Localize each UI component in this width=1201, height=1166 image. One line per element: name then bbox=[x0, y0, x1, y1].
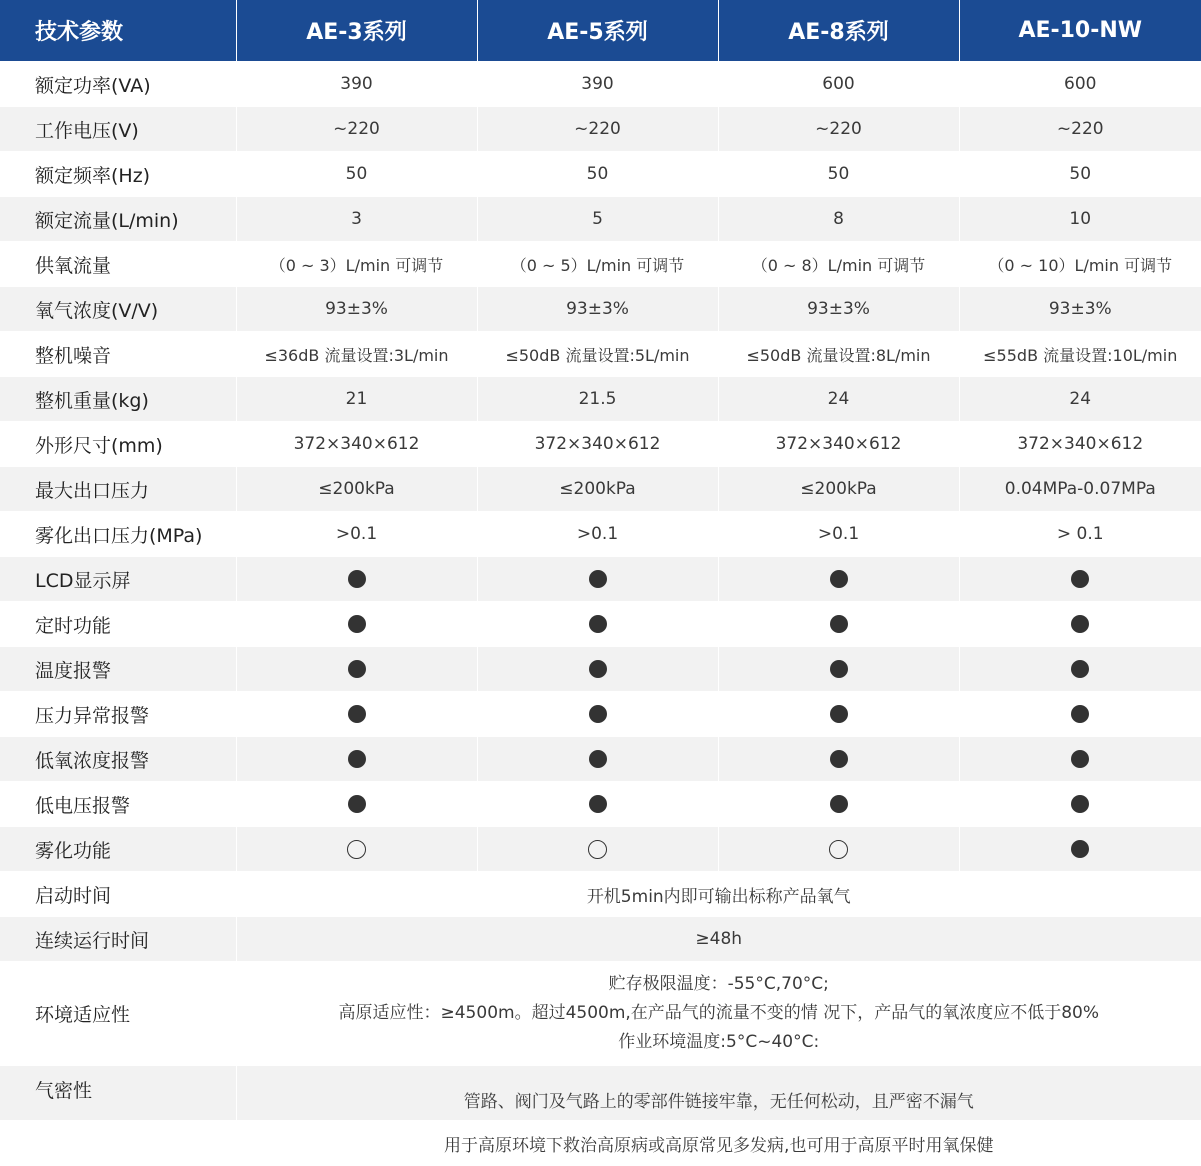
spec-row bbox=[0, 242, 1201, 287]
row-label: 连续运行时间 bbox=[0, 917, 236, 962]
filled-dot-icon bbox=[830, 705, 848, 723]
row-label: 压力异常报警 bbox=[0, 692, 236, 737]
filled-dot-icon bbox=[1071, 795, 1089, 813]
cell bbox=[236, 557, 477, 602]
filled-dot-icon bbox=[348, 615, 366, 633]
filled-dot-icon bbox=[348, 750, 366, 768]
filled-dot-icon bbox=[589, 705, 607, 723]
row-label bbox=[0, 1121, 236, 1166]
feature-row bbox=[0, 692, 1201, 737]
cell bbox=[477, 557, 718, 602]
cell: ~220 bbox=[959, 107, 1201, 152]
row-label: 整机重量(kg) bbox=[0, 377, 236, 422]
cell: 3 bbox=[236, 197, 477, 242]
cell: 24 bbox=[718, 377, 959, 422]
cell: 5 bbox=[477, 197, 718, 242]
filled-dot-icon bbox=[589, 795, 607, 813]
cell bbox=[959, 782, 1201, 827]
cell bbox=[477, 782, 718, 827]
cell: 0.04MPa-0.07MPa bbox=[959, 467, 1201, 512]
cell: 93±3% bbox=[236, 287, 477, 332]
cell: 50 bbox=[477, 152, 718, 197]
cell bbox=[718, 557, 959, 602]
cell bbox=[236, 602, 477, 647]
cell: ≤50dB 流量设置:5L/min bbox=[477, 332, 718, 377]
cell: 372×340×612 bbox=[236, 422, 477, 467]
header-ae5: AE-5系列 bbox=[477, 0, 718, 62]
row-label: 温度报警 bbox=[0, 647, 236, 692]
row-label: 额定流量(L/min) bbox=[0, 197, 236, 242]
environment-line: 高原适应性：≥4500m。超过4500m,在产品气的流量不变的情 况下，产品气的氧浓度应不低于80% bbox=[237, 999, 1201, 1028]
cell bbox=[959, 602, 1201, 647]
row-label: 最大出口压力 bbox=[0, 467, 236, 512]
row-label: 工作电压(V) bbox=[0, 107, 236, 152]
filled-dot-icon bbox=[830, 570, 848, 588]
spec-row bbox=[0, 512, 1201, 557]
cell bbox=[477, 827, 718, 872]
row-label: 低氧浓度报警 bbox=[0, 737, 236, 782]
cell: ~220 bbox=[236, 107, 477, 152]
cell: >0.1 bbox=[477, 512, 718, 557]
cell: ≤36dB 流量设置:3L/min bbox=[236, 332, 477, 377]
row-label: 气密性 bbox=[0, 1066, 236, 1121]
cell: （0 ~ 5）L/min 可调节 bbox=[477, 242, 718, 287]
feature-row bbox=[0, 602, 1201, 647]
header-ae10: AE-10-NW bbox=[959, 0, 1201, 62]
spec-row bbox=[0, 107, 1201, 152]
airtight-value: 管路、阀门及气路上的零部件链接牢靠，无任何松动，且严密不漏气 bbox=[236, 1066, 1201, 1121]
cell bbox=[718, 602, 959, 647]
spec-row bbox=[0, 377, 1201, 422]
cell: 390 bbox=[477, 62, 718, 107]
filled-dot-icon bbox=[1071, 750, 1089, 768]
cell: ~220 bbox=[477, 107, 718, 152]
cell: 372×340×612 bbox=[477, 422, 718, 467]
spec-row bbox=[0, 152, 1201, 197]
row-label: LCD显示屏 bbox=[0, 557, 236, 602]
feature-row bbox=[0, 557, 1201, 602]
filled-dot-icon bbox=[348, 795, 366, 813]
environment-line: 贮存极限温度：-55°C,70°C; bbox=[237, 970, 1201, 999]
row-label: 环境适应性 bbox=[0, 962, 236, 1066]
cell bbox=[236, 737, 477, 782]
cell: 50 bbox=[718, 152, 959, 197]
cell: ≤200kPa bbox=[477, 467, 718, 512]
airtight-row bbox=[0, 1066, 1201, 1121]
cell: （0 ~ 3）L/min 可调节 bbox=[236, 242, 477, 287]
feature-row bbox=[0, 737, 1201, 782]
cell bbox=[236, 827, 477, 872]
cell: >0.1 bbox=[718, 512, 959, 557]
spec-row bbox=[0, 287, 1201, 332]
cell bbox=[718, 827, 959, 872]
feature-row bbox=[0, 782, 1201, 827]
filled-dot-icon bbox=[348, 705, 366, 723]
cell: > 0.1 bbox=[959, 512, 1201, 557]
cell: 8 bbox=[718, 197, 959, 242]
header-ae8: AE-8系列 bbox=[718, 0, 959, 62]
cell: ≤50dB 流量设置:8L/min bbox=[718, 332, 959, 377]
cell: 93±3% bbox=[718, 287, 959, 332]
cell: （0 ~ 8）L/min 可调节 bbox=[718, 242, 959, 287]
filled-dot-icon bbox=[589, 615, 607, 633]
cell: 50 bbox=[236, 152, 477, 197]
cell bbox=[718, 647, 959, 692]
cell: 372×340×612 bbox=[959, 422, 1201, 467]
filled-dot-icon bbox=[830, 795, 848, 813]
environment-value bbox=[236, 962, 1201, 1066]
row-label: 雾化功能 bbox=[0, 827, 236, 872]
header-param: 技术参数 bbox=[0, 0, 236, 62]
cell: 24 bbox=[959, 377, 1201, 422]
filled-dot-icon bbox=[830, 615, 848, 633]
row-label: 氧气浓度(V/V) bbox=[0, 287, 236, 332]
row-label: 雾化出口压力(MPa) bbox=[0, 512, 236, 557]
environment-row bbox=[0, 962, 1201, 1066]
span-value: 开机5min内即可输出标称产品氧气 bbox=[236, 872, 1201, 917]
span-row bbox=[0, 872, 1201, 917]
filled-dot-icon bbox=[1071, 660, 1089, 678]
cell: 21 bbox=[236, 377, 477, 422]
cell: 93±3% bbox=[959, 287, 1201, 332]
cell: 10 bbox=[959, 197, 1201, 242]
cell: ≤55dB 流量设置:10L/min bbox=[959, 332, 1201, 377]
cell: 390 bbox=[236, 62, 477, 107]
cell bbox=[718, 692, 959, 737]
filled-dot-icon bbox=[589, 660, 607, 678]
cell bbox=[959, 647, 1201, 692]
row-label: 低电压报警 bbox=[0, 782, 236, 827]
cell bbox=[236, 692, 477, 737]
cell bbox=[959, 827, 1201, 872]
empty-circle-icon bbox=[588, 840, 607, 859]
row-label: 整机噪音 bbox=[0, 332, 236, 377]
cell: 600 bbox=[959, 62, 1201, 107]
row-label: 额定功率(VA) bbox=[0, 62, 236, 107]
cell: 372×340×612 bbox=[718, 422, 959, 467]
filled-dot-icon bbox=[589, 570, 607, 588]
spec-row bbox=[0, 332, 1201, 377]
cell: ≤200kPa bbox=[718, 467, 959, 512]
cell: 93±3% bbox=[477, 287, 718, 332]
filled-dot-icon bbox=[1071, 705, 1089, 723]
cell bbox=[236, 647, 477, 692]
cell: >0.1 bbox=[236, 512, 477, 557]
filled-dot-icon bbox=[1071, 840, 1089, 858]
cell bbox=[236, 782, 477, 827]
header-ae3: AE-3系列 bbox=[236, 0, 477, 62]
empty-circle-icon bbox=[829, 840, 848, 859]
cell bbox=[477, 647, 718, 692]
cell bbox=[718, 737, 959, 782]
spec-row bbox=[0, 62, 1201, 107]
spec-row bbox=[0, 422, 1201, 467]
filled-dot-icon bbox=[830, 750, 848, 768]
row-label: 外形尺寸(mm) bbox=[0, 422, 236, 467]
cell: 50 bbox=[959, 152, 1201, 197]
row-label: 定时功能 bbox=[0, 602, 236, 647]
cell bbox=[718, 782, 959, 827]
feature-row bbox=[0, 827, 1201, 872]
filled-dot-icon bbox=[1071, 615, 1089, 633]
header-row bbox=[0, 0, 1201, 62]
usage-value: 用于高原环境下救治高原病或高原常见多发病,也可用于高原平时用氧保健 bbox=[236, 1121, 1201, 1166]
filled-dot-icon bbox=[348, 570, 366, 588]
cell bbox=[477, 692, 718, 737]
filled-dot-icon bbox=[830, 660, 848, 678]
cell: ≤200kPa bbox=[236, 467, 477, 512]
row-label: 额定频率(Hz) bbox=[0, 152, 236, 197]
filled-dot-icon bbox=[1071, 570, 1089, 588]
cell: 21.5 bbox=[477, 377, 718, 422]
usage-row bbox=[0, 1121, 1201, 1166]
cell bbox=[477, 737, 718, 782]
environment-line: 作业环境温度:5°C~40°C: bbox=[237, 1028, 1201, 1057]
cell: ~220 bbox=[718, 107, 959, 152]
filled-dot-icon bbox=[589, 750, 607, 768]
cell bbox=[959, 557, 1201, 602]
span-value: ≥48h bbox=[236, 917, 1201, 962]
span-row bbox=[0, 917, 1201, 962]
filled-dot-icon bbox=[348, 660, 366, 678]
cell bbox=[959, 737, 1201, 782]
row-label: 启动时间 bbox=[0, 872, 236, 917]
cell bbox=[959, 692, 1201, 737]
row-label: 供氧流量 bbox=[0, 242, 236, 287]
empty-circle-icon bbox=[347, 840, 366, 859]
spec-row bbox=[0, 467, 1201, 512]
cell bbox=[477, 602, 718, 647]
spec-row bbox=[0, 197, 1201, 242]
cell: （0 ~ 10）L/min 可调节 bbox=[959, 242, 1201, 287]
feature-row bbox=[0, 647, 1201, 692]
cell: 600 bbox=[718, 62, 959, 107]
